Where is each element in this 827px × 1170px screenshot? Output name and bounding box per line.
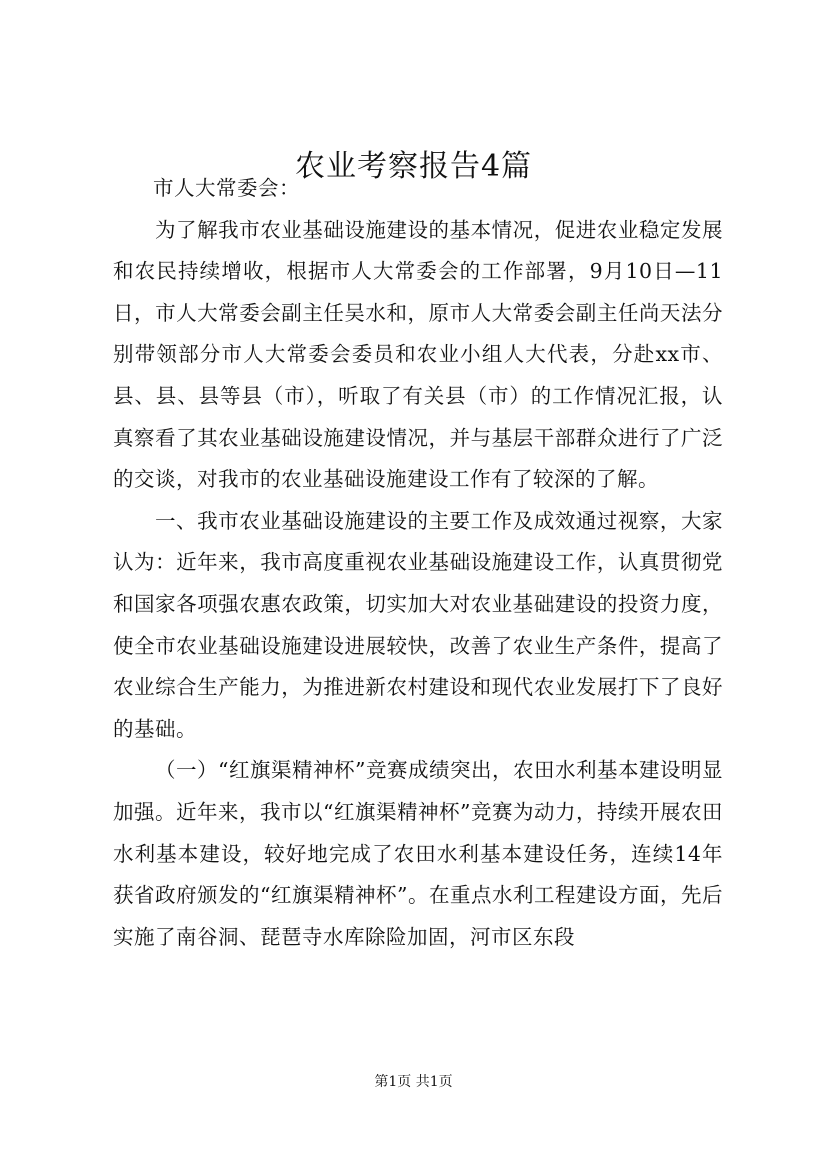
paragraph-subsection-one: （一）“红旗渠精神杯”竞赛成绩突出，农田水利基本建设明显加强。近年来，我市以“红旗渠精神杯”竞赛为动力，持续开展农田水利基本建设，较好地完成了农田水利基本建设任务，连续14年获省政府颁发的“红旗渠精神杯”。在重点水利工程建设方面，先后实施了南谷洞、琵琶寺水库除险加固，河市区东段 [113,758,723,949]
page-footer: 第1页 共1页 [374,1074,453,1090]
salutation: 市人大常委会： [152,176,300,200]
paragraph-intro: 为了解我市农业基础设施建设的基本情况，促进农业稳定发展和农民持续增收，根据市人大常委会的工作部署，9月10日—11日，市人大常委会副主任吴水和，原市人大常委会副主任尚天法分别带领部分市人大常委会委员和农业小组人大代表，分赴xx市、县、县、县等县（市），听取了有关县（市）的工作情况汇报，认真察看了其农业基础设施建设情况，并与基层干部群众进行了广泛的交谈，对我市的农业基础设施建设工作有了较深的了解。 [113,217,723,492]
paragraph-section-one: 一、我市农业基础设施建设的主要工作及成效通过视察，大家认为：近年来，我市高度重视农业基础设施建设工作，认真贯彻党和国家各项强农惠农政策，切实加大对农业基础建设的投资力度，使全市农业基础设施建设进展较快，改善了农业生产条件，提高了农业综合生产能力，为推进新农村建设和现代农业发展打下了良好的基础。 [113,508,723,741]
document-title: 农业考察报告4篇 [294,149,533,184]
document-body [113,168,723,958]
